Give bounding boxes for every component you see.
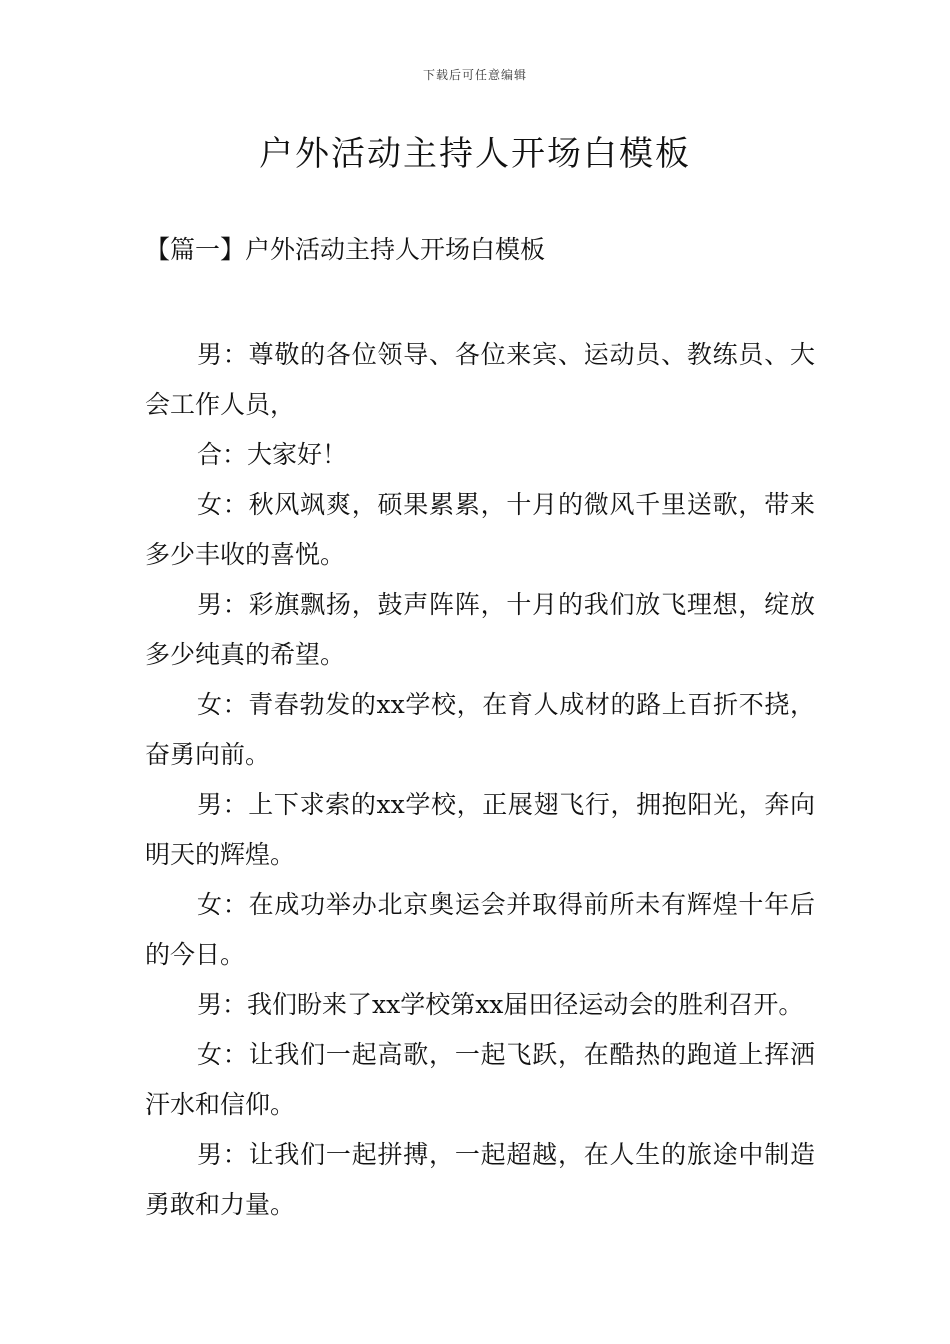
- paragraph: 男：我们盼来了xx学校第xx届田径运动会的胜利召开。: [197, 990, 804, 1019]
- paragraph: 女：秋风飒爽，硕果累累，十月的微风千里送歌，带来多少丰收的喜悦。: [145, 490, 815, 569]
- paragraph: 女：青春勃发的xx学校，在育人成材的路上百折不挠，奋勇向前。: [145, 690, 815, 769]
- paragraph: 合：大家好！: [197, 440, 348, 469]
- paragraph: 男：尊敬的各位领导、各位来宾、运动员、教练员、大会工作人员，: [145, 340, 815, 419]
- document-title: 户外活动主持人开场白模板: [259, 134, 691, 174]
- header-note: 下载后可任意编辑: [422, 68, 527, 82]
- paragraph: 女：在成功举办北京奥运会并取得前所未有辉煌十年后的今日。: [145, 890, 815, 969]
- paragraph: 男：让我们一起拼搏，一起超越，在人生的旅途中制造勇敢和力量。: [145, 1140, 815, 1219]
- paragraph: 女：让我们一起高歌，一起飞跃，在酷热的跑道上挥洒汗水和信仰。: [145, 1040, 815, 1119]
- paragraph: 男：彩旗飘扬，鼓声阵阵，十月的我们放飞理想，绽放多少纯真的希望。: [145, 590, 815, 669]
- body-text: [145, 330, 815, 1230]
- paragraph: 男：上下求索的xx学校，正展翅飞行，拥抱阳光，奔向明天的辉煌。: [145, 790, 815, 869]
- section-heading: 【篇一】户外活动主持人开场白模板: [145, 235, 546, 264]
